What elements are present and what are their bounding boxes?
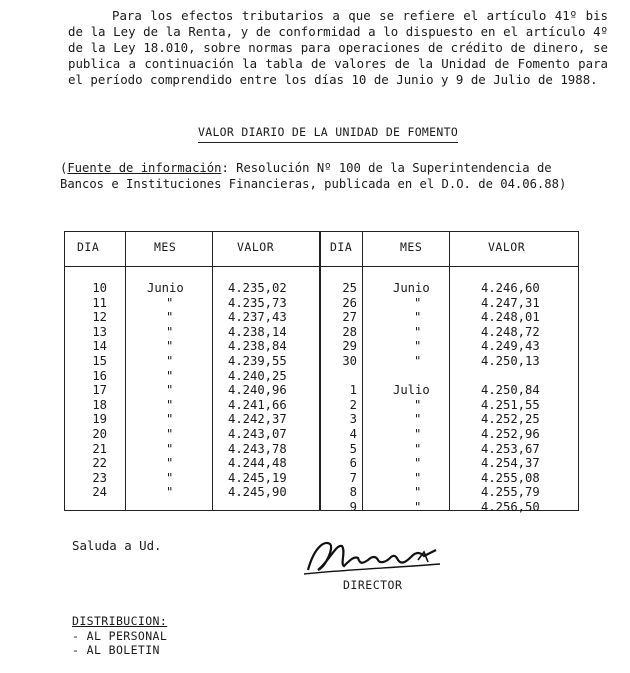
cell-mes: " bbox=[166, 383, 174, 398]
cell-dia: 21 bbox=[92, 441, 107, 456]
cell-valor: 4.251,55 bbox=[481, 397, 540, 412]
cell-valor: 4.250,13 bbox=[481, 354, 540, 368]
cell-valor: 4.242,37 bbox=[228, 412, 287, 427]
cell-mes: " bbox=[166, 295, 174, 310]
cell-dia: 29 bbox=[342, 339, 357, 354]
cell-mes: " bbox=[414, 397, 422, 412]
cell-mes: " bbox=[166, 324, 174, 339]
cell-dia: 12 bbox=[92, 310, 107, 325]
header-dia-left: DIA bbox=[77, 240, 100, 254]
cell-mes: " bbox=[166, 368, 174, 383]
cell-dia: 5 bbox=[349, 441, 357, 456]
table-center-divider bbox=[319, 232, 321, 510]
cell-mes: " bbox=[414, 354, 422, 368]
cell-valor: 4.240,96 bbox=[228, 383, 287, 398]
cell-dia: 13 bbox=[92, 324, 107, 339]
source-note: (Fuente de información: Resolución Nº 100 de la Superintendencia de Bancos e Instituciones Financieras, publicada en el D.O. de 04.06.88) bbox=[60, 161, 567, 191]
intro-text: Para los efectos tributarios a que se refiere el artículo 41º bis de la Ley de la Renta, y de conformidad a lo dispuesto en el artículo 4º de la Ley 18.010, sobre normas para operaciones de crédito de dinero, se publica a continuación la tabla de valores de la Unidad de Fomento para el período comprendido entre los días 10 de Junio y 9 de Julio de 1988. bbox=[68, 8, 608, 87]
cell-valor: 4.255,79 bbox=[481, 485, 540, 500]
cell-valor: 4.255,08 bbox=[481, 470, 540, 485]
cell-mes: " bbox=[414, 485, 422, 500]
cell-dia: 8 bbox=[349, 485, 357, 500]
cell-mes: " bbox=[166, 412, 174, 427]
cell-mes: " bbox=[166, 427, 174, 441]
header-valor-left: VALOR bbox=[237, 240, 275, 254]
table-divider bbox=[449, 232, 450, 510]
cell-mes: " bbox=[166, 310, 174, 325]
cell-dia: 23 bbox=[92, 470, 107, 485]
cell-valor: 4.254,37 bbox=[481, 456, 540, 471]
source-label: Fuente de información bbox=[67, 161, 222, 175]
cell-mes: " bbox=[166, 456, 174, 471]
cell-dia: 25 bbox=[342, 281, 357, 295]
cell-mes: " bbox=[166, 470, 174, 485]
cell-dia: 19 bbox=[92, 412, 107, 427]
cell-mes: Junio bbox=[393, 281, 430, 295]
cell-valor: 4.243,78 bbox=[228, 441, 287, 456]
closing-salutation: Saluda a Ud. bbox=[72, 538, 162, 553]
cell-valor: 4.249,43 bbox=[481, 339, 540, 354]
cell-valor: 4.244,48 bbox=[228, 456, 287, 471]
header-mes-left: MES bbox=[154, 240, 177, 254]
cell-valor: 4.235,02 bbox=[228, 281, 287, 295]
cell-dia: 2 bbox=[349, 397, 357, 412]
cell-dia: 14 bbox=[92, 339, 107, 354]
cell-dia: 28 bbox=[342, 324, 357, 339]
distribution-heading: DISTRIBUCION: bbox=[72, 614, 168, 628]
header-mes-right: MES bbox=[400, 240, 423, 254]
cell-valor: 4.247,31 bbox=[481, 295, 540, 310]
cell-valor: 4.235,73 bbox=[228, 295, 287, 310]
cell-mes: Junio bbox=[147, 281, 184, 295]
cell-mes: " bbox=[414, 324, 422, 339]
cell-valor: 4.237,43 bbox=[228, 310, 287, 325]
cell-dia: 9 bbox=[349, 500, 357, 514]
cell-valor: 4.241,66 bbox=[228, 397, 287, 412]
distribution-item: - AL PERSONAL bbox=[72, 628, 168, 643]
cell-valor: 4.248,01 bbox=[481, 310, 540, 325]
cell-dia: 4 bbox=[349, 427, 357, 441]
cell-valor: 4.239,55 bbox=[228, 354, 287, 368]
document-title bbox=[198, 125, 458, 139]
uf-values-table bbox=[64, 231, 579, 514]
cell-mes: " bbox=[166, 397, 174, 412]
cell-dia: 3 bbox=[349, 412, 357, 427]
cell-valor: 4.243,07 bbox=[228, 427, 287, 441]
cell-valor: 4.256,50 bbox=[481, 500, 540, 514]
cell-mes: " bbox=[414, 441, 422, 456]
table-divider bbox=[125, 232, 126, 510]
cell-mes: " bbox=[414, 456, 422, 471]
cell-valor: 4.246,60 bbox=[481, 281, 540, 295]
cell-mes: " bbox=[414, 412, 422, 427]
cell-valor: 4.245,90 bbox=[228, 485, 287, 500]
cell-dia: 22 bbox=[92, 456, 107, 471]
cell-dia: 1 bbox=[349, 383, 357, 398]
source-text: : Resolución Nº 100 de la Superintendencia de Bancos e Instituciones Financieras, publicada en el D.O. de 04.06.88) bbox=[60, 161, 567, 191]
table-divider bbox=[362, 232, 363, 510]
title-text: VALOR DIARIO DE LA UNIDAD DE FOMENTO bbox=[198, 125, 459, 139]
cell-mes: " bbox=[414, 470, 422, 485]
cell-valor: 4.252,96 bbox=[481, 427, 540, 441]
distribution-list bbox=[72, 614, 167, 658]
cell-mes: " bbox=[414, 295, 422, 310]
cell-dia: 26 bbox=[342, 295, 357, 310]
cell-valor: 4.248,72 bbox=[481, 324, 540, 339]
cell-valor: 4.238,84 bbox=[228, 339, 287, 354]
cell-dia: 18 bbox=[92, 397, 107, 412]
cell-dia: 15 bbox=[92, 354, 107, 368]
cell-mes: " bbox=[166, 485, 174, 500]
cell-dia: 16 bbox=[92, 368, 107, 383]
cell-mes: " bbox=[414, 310, 422, 325]
cell-valor: 4.245,19 bbox=[228, 470, 287, 485]
cell-valor: 4.250,84 bbox=[481, 383, 540, 398]
header-dia-right: DIA bbox=[330, 240, 353, 254]
cell-dia: 11 bbox=[92, 295, 107, 310]
cell-mes: " bbox=[166, 339, 174, 354]
intro-paragraph bbox=[68, 8, 608, 88]
cell-mes: " bbox=[166, 441, 174, 456]
signer-title: DIRECTOR bbox=[343, 578, 403, 592]
table-divider bbox=[212, 232, 213, 510]
header-valor-right: VALOR bbox=[488, 240, 526, 254]
cell-dia: 10 bbox=[92, 281, 107, 295]
cell-mes: " bbox=[166, 354, 174, 368]
distribution-item: - AL BOLETIN bbox=[72, 643, 160, 657]
cell-mes: Julio bbox=[393, 383, 430, 398]
cell-mes: " bbox=[414, 500, 422, 514]
cell-dia: 7 bbox=[349, 470, 357, 485]
cell-dia: 27 bbox=[342, 310, 357, 325]
cell-valor: 4.253,67 bbox=[481, 441, 540, 456]
cell-dia: 20 bbox=[92, 427, 107, 441]
cell-valor: 4.238,14 bbox=[228, 324, 287, 339]
cell-mes: " bbox=[414, 339, 422, 354]
header-separator bbox=[65, 266, 578, 267]
cell-valor: 4.240,25 bbox=[228, 368, 287, 383]
title-underline bbox=[198, 142, 458, 143]
cell-mes: " bbox=[414, 427, 422, 441]
cell-dia: 17 bbox=[92, 383, 107, 398]
signature-image bbox=[300, 530, 450, 580]
cell-valor: 4.252,25 bbox=[481, 412, 540, 427]
cell-dia: 30 bbox=[342, 354, 357, 368]
cell-dia: 6 bbox=[349, 456, 357, 471]
cell-dia: 24 bbox=[92, 485, 107, 500]
